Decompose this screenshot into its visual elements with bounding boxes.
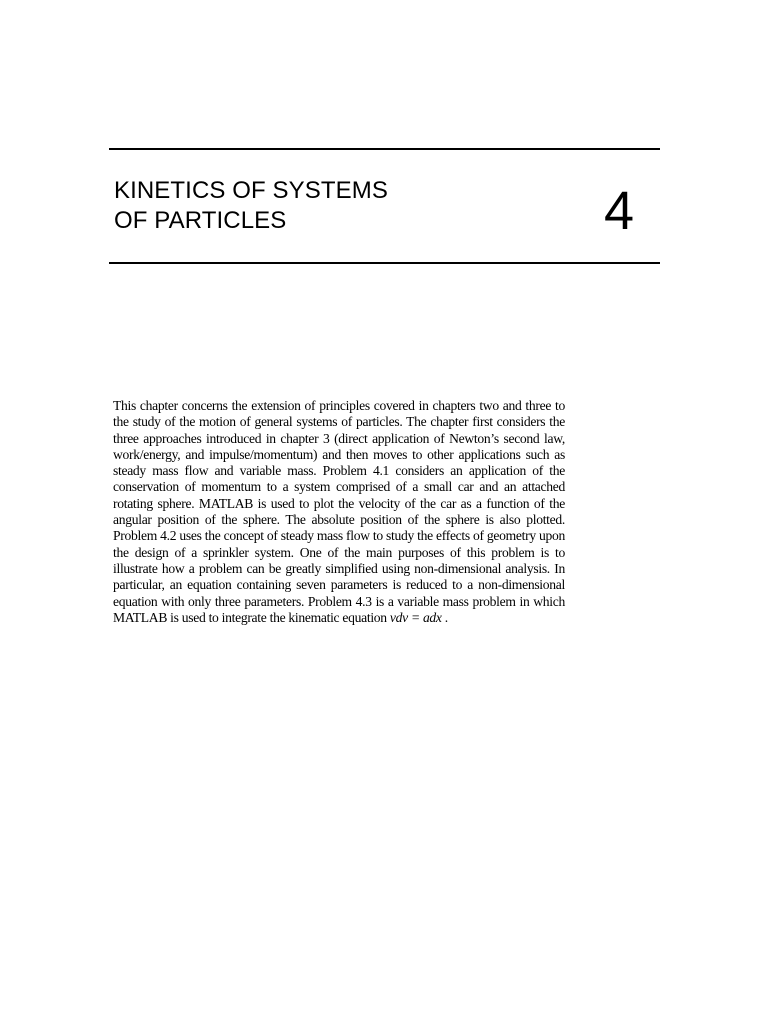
chapter-title-line-1: KINETICS OF SYSTEMS <box>114 177 388 204</box>
chapter-title <box>114 176 388 236</box>
chapter-number: 4 <box>604 181 635 241</box>
intro-text: This chapter concerns the extension of principles covered in chapters two and three to the study of the motion of general systems of particles. The chapter first considers the three approaches introduced in chapter 3 (direct application of Newton’s second law, work/energy, and impulse/momentum) and then moves to other applications such as steady mass flow and variable mass. Problem 4.1 considers an application of the conservation of momentum to a system comprised of a small car and an attached rotating sphere. MATLAB is used to plot the velocity of the car as a function of the angular position of the sphere. The absolute position of the sphere is also plotted. Problem 4.2 uses the concept of steady mass flow to study the effects of geometry upon the design of a sprinkler system. One of the main purposes of this problem is to illustrate how a problem can be greatly simplified using non-dimensional analysis. In particular, an equation containing seven parameters is reduced to a non-dimensional equation with only three parameters. Problem 4.3 is a variable mass problem in which MATLAB is used to integrate the kinematic equation <box>113 398 565 625</box>
kinematic-equation: vdv = adx <box>389 609 442 625</box>
chapter-intro-paragraph <box>113 398 565 626</box>
top-rule <box>109 148 660 150</box>
chapter-title-line-2: OF PARTICLES <box>114 207 287 234</box>
intro-end: . <box>441 609 448 625</box>
bottom-rule <box>109 262 660 264</box>
